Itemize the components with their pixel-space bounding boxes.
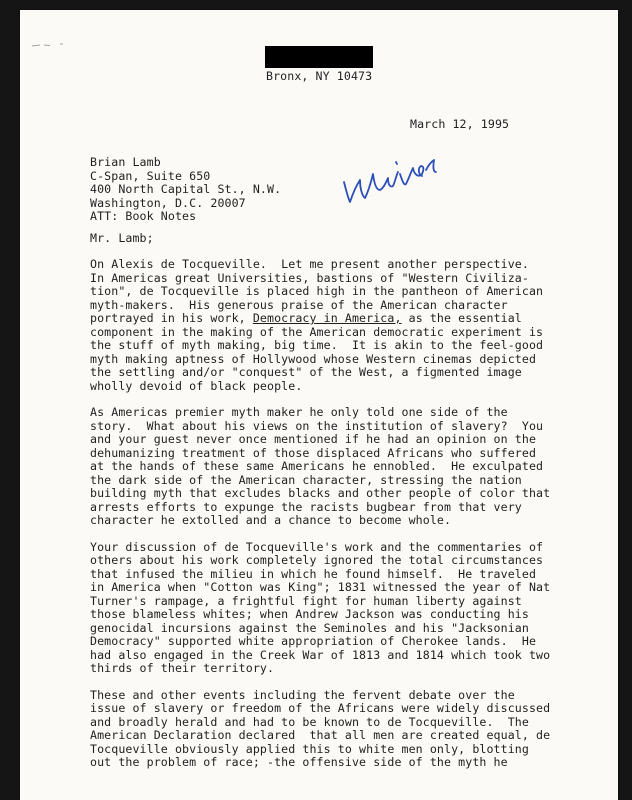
text-line: dehumanizing treatment of those displaced Africans who suffered: [90, 445, 537, 460]
text-line: As Americas premier myth maker he only told one side of the: [90, 405, 508, 419]
text-line: and your guest never once mentioned if he had an opinion on the: [90, 432, 537, 446]
text-line: myth making aptness of Hollywood whose Western cinemas depicted: [90, 351, 537, 366]
text-line: tion", de Tocqueville is placed high in the pantheon of American: [90, 284, 544, 298]
text-fragment: as the essential: [401, 311, 522, 325]
text-line: that infused the milieu in which he found himself. He traveled: [90, 566, 537, 581]
text-line: Your discussion of de Tocqueville's work and the commentaries of: [90, 539, 544, 554]
paragraph-4: [90, 689, 590, 770]
text-line: These and other events including the fervent debate over the: [90, 687, 515, 702]
text-line: wholly devoid of black people.: [90, 378, 303, 393]
recipient-line-4: Washington, D.C. 20007: [90, 195, 246, 210]
text-line: out the problem of race; -the offensive side of the myth he: [90, 755, 508, 769]
text-line: the dark side of the American character, stressing the nation: [90, 472, 522, 487]
text-line: in America when "Cotton was King"; 1831 witnessed the year of Nat: [90, 580, 551, 594]
text-fragment: portrayed in his work,: [90, 311, 253, 325]
book-title: Democracy in America,: [252, 311, 402, 325]
redacted-sender-name: [265, 46, 373, 68]
text-line: Tocqueville obviously applied this to white men only, blotting: [90, 741, 529, 756]
paragraph-2: [90, 406, 590, 528]
text-line: character he extolled and a chance to become whole.: [90, 513, 452, 527]
text-line: arrests efforts to expunge the racists bugbear from that very: [90, 499, 522, 514]
text-line: at the hands of these same Americans he ennobled. He exculpated: [90, 459, 544, 473]
text-line: and broadly herald and had to be known to de Tocqueville. The: [90, 714, 529, 729]
text-line: American Declaration declared that all men are created equal, de: [90, 728, 551, 742]
salutation: Mr. Lamb;: [90, 231, 154, 245]
text-line: genocidal incursions against the Seminoles and his "Jacksonian: [90, 620, 529, 635]
text-line: building myth that excludes blacks and other people of color that: [90, 486, 551, 500]
text-line: had also engaged in the Creek War of 1813 and 1814 which took two: [90, 647, 551, 662]
text-line: myth-makers. His generous praise of the American character: [90, 297, 508, 312]
recipient-line-3: 400 North Capital St., N.W.: [90, 182, 282, 196]
paragraph-1: [90, 258, 590, 393]
text-line-with-title: [90, 312, 590, 326]
recipient-line-5: ATT: Book Notes: [90, 209, 197, 223]
text-line: On Alexis de Tocqueville. Let me present another perspective.: [90, 257, 529, 271]
recipient-name: Brian Lamb: [90, 155, 161, 169]
text-line: others about his work completely ignored the total circumstances: [90, 553, 544, 567]
text-line: In Americas great Universities, bastions of "Western Civiliza-: [90, 270, 529, 285]
text-line: Turner's rampage, a frightful fight for human liberty against: [90, 593, 522, 608]
text-line: story. What about his views on the institution of slavery? You: [90, 418, 544, 433]
sender-city: Bronx, NY 10473: [266, 69, 373, 83]
text-line: Democracy" supported white appropriation of Cherokee lands. He: [90, 634, 537, 648]
pencil-mark: [30, 42, 66, 48]
letter-page: [20, 10, 618, 800]
letter-date: March 12, 1995: [410, 117, 510, 131]
text-line: those blameless whites; when Andrew Jackson was conducting his: [90, 607, 529, 621]
paragraph-3: [90, 541, 590, 676]
text-line: thirds of their territory.: [90, 661, 275, 675]
text-line: component in the making of the American democratic experiment is: [90, 324, 544, 339]
text-line: the settling and/or "conquest" of the West, a figmented image: [90, 365, 522, 379]
recipient-address: [90, 156, 281, 224]
recipient-line-2: C-Span, Suite 650: [90, 168, 211, 183]
handwritten-signature: [338, 152, 448, 212]
text-line: issue of slavery or freedom of the Africans were widely discussed: [90, 701, 551, 715]
text-line: the stuff of myth making, big time. It is akin to the feel-good: [90, 338, 544, 352]
letter-body: [90, 258, 590, 783]
